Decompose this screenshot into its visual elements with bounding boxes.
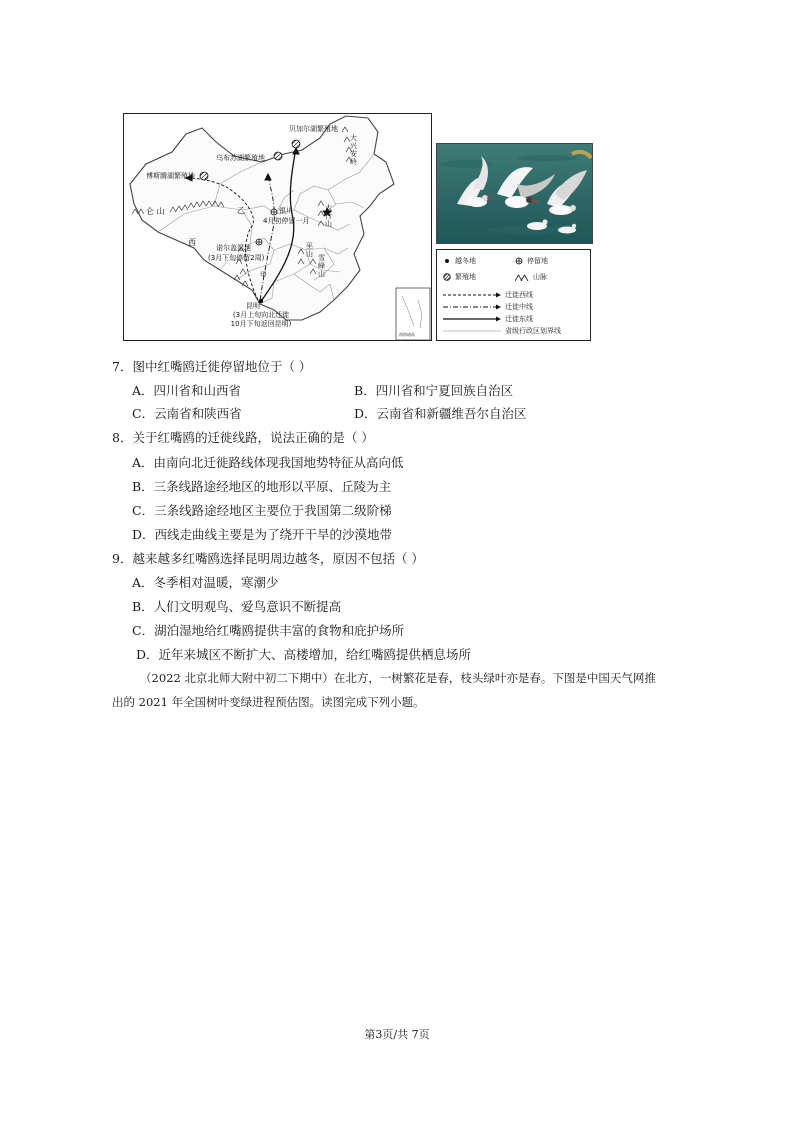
breeding-hatched-icon — [443, 273, 451, 281]
question-7-option-b: B．四川省和宁夏回族自治区 — [354, 383, 514, 398]
legend-east-line — [443, 314, 533, 324]
label-south-sea: 南海诸岛 — [399, 332, 415, 337]
question-9-option-a: A．冬季相对温暖，寒潮少 — [132, 575, 279, 590]
label-taihang: 太行山 — [325, 204, 332, 229]
question-8-option-b: B．三条线路途经地区的地形以平原、丘陵为主 — [132, 479, 392, 494]
label-nuoergai: 诺尔盖湿地 — [216, 244, 251, 252]
label-wushan: 巫山 — [306, 242, 313, 259]
china-outline-map — [124, 114, 432, 341]
boundary-line-icon — [443, 327, 501, 335]
label-yinchuan: 银川 — [279, 207, 293, 215]
label-wubusu: 乌布苏湖繁殖地 — [216, 154, 265, 162]
legend-west-line — [443, 290, 533, 300]
label-kunlun: 仑 山 — [146, 207, 165, 216]
legend-breeding — [443, 272, 476, 282]
question-8-stem: 8．关于红嘴鸥的迁徙线路，说法正确的是（ ） — [112, 430, 374, 445]
legend-mountain-label: 山脉 — [533, 273, 547, 281]
seagulls-photo — [436, 143, 593, 244]
legend-middle-line-label: 迁徙中线 — [505, 303, 533, 311]
dash-dot-arrow-icon — [443, 303, 501, 311]
solid-arrow-icon — [443, 315, 501, 323]
label-daxinganling: 大兴安岭 — [350, 134, 357, 167]
question-9-stem: 9．越来越多红嘴鸥选择昆明周边越冬，原因不包括（ ） — [112, 551, 424, 566]
label-kunming-note2: 10月下旬返回昆明) — [230, 320, 292, 328]
label-kunming-note1: (3月上旬向北迁徙 — [232, 311, 290, 319]
legend-stopover-label: 停留地 — [527, 257, 548, 265]
migration-map — [123, 113, 432, 341]
label-baikal: 贝加尔湖繁殖地 — [289, 125, 338, 133]
question-7-option-c: C．云南省和陕西省 — [132, 406, 242, 421]
yinchuan-stopover-symbol — [271, 209, 277, 215]
legend-middle-line — [443, 302, 533, 312]
bositeng-breeding-symbol — [200, 172, 208, 180]
question-9-option-d: D．近年来城区不断扩大、高楼增加，给红嘴鸥提供栖息场所 — [136, 647, 472, 662]
stopover-circle-plus-icon — [515, 257, 523, 265]
intro-line-2: 出的 2021 年全国树叶变绿进程预估图。读图完成下列小题。 — [112, 695, 425, 709]
baikal-breeding-symbol — [292, 140, 300, 148]
legend-west-line-label: 迁徙西线 — [505, 291, 533, 299]
question-7-stem: 7．图中红嘴鸥迁徙停留地位于（ ） — [112, 359, 312, 374]
question-8-option-a: A．由南向北迁徙路线体现我国地势特征从高向低 — [132, 455, 404, 470]
map-legend — [436, 249, 591, 341]
label-jia: 甲 — [260, 271, 267, 279]
question-9-option-b: B．人们文明观鸟、爱鸟意识不断提高 — [132, 599, 342, 614]
question-9-option-c: C．湖泊湿地给红嘴鸥提供丰富的食物和庇护场所 — [132, 623, 405, 638]
label-yinchuan-stay: 4月初停留一月 — [263, 217, 310, 225]
dashed-arrow-icon — [443, 291, 501, 299]
nuoergai-stopover-symbol — [256, 239, 262, 245]
legend-boundary-label: 省级行政区划界线 — [505, 327, 561, 335]
legend-mountain — [515, 272, 547, 282]
label-xuefeng: 雪峰山 — [318, 254, 325, 279]
question-8-option-c: C．三条线路途经地区主要位于我国第二级阶梯 — [132, 503, 392, 518]
wubusu-breeding-symbol — [274, 152, 282, 160]
question-8-option-d: D．西线走曲线主要是为了绕开干旱的沙漠地带 — [132, 527, 393, 542]
question-7-option-a: A．四川省和山西省 — [132, 383, 242, 398]
page-footer: 第3页/共 7页 — [364, 1028, 430, 1041]
label-kunming: 昆明 — [246, 302, 260, 310]
label-xi: 西 — [188, 238, 196, 247]
legend-east-line-label: 迁徙东线 — [505, 315, 533, 323]
label-nuoergai-stay: (3月下旬停留2周) — [208, 254, 265, 262]
question-7-option-d: D．云南省和新疆维吾尔自治区 — [354, 406, 527, 421]
seagulls-photo-icon — [437, 144, 593, 244]
label-bositeng: 博斯腾湖繁殖地 — [146, 172, 195, 180]
legend-overwinter-label: 越冬地 — [455, 257, 476, 265]
overwinter-dot-icon — [443, 257, 451, 265]
intro-line-1: （2022 北京北师大附中初二下期中）在北方，一树繁花是春，枝头绿叶亦是春。下图是中国天气网推 — [140, 671, 656, 685]
label-yi: 乙 — [237, 206, 245, 215]
legend-boundary — [443, 326, 561, 336]
legend-overwinter — [443, 256, 476, 266]
legend-breeding-label: 繁殖地 — [455, 273, 476, 281]
legend-stopover — [515, 256, 548, 266]
mountain-icon — [515, 273, 529, 281]
